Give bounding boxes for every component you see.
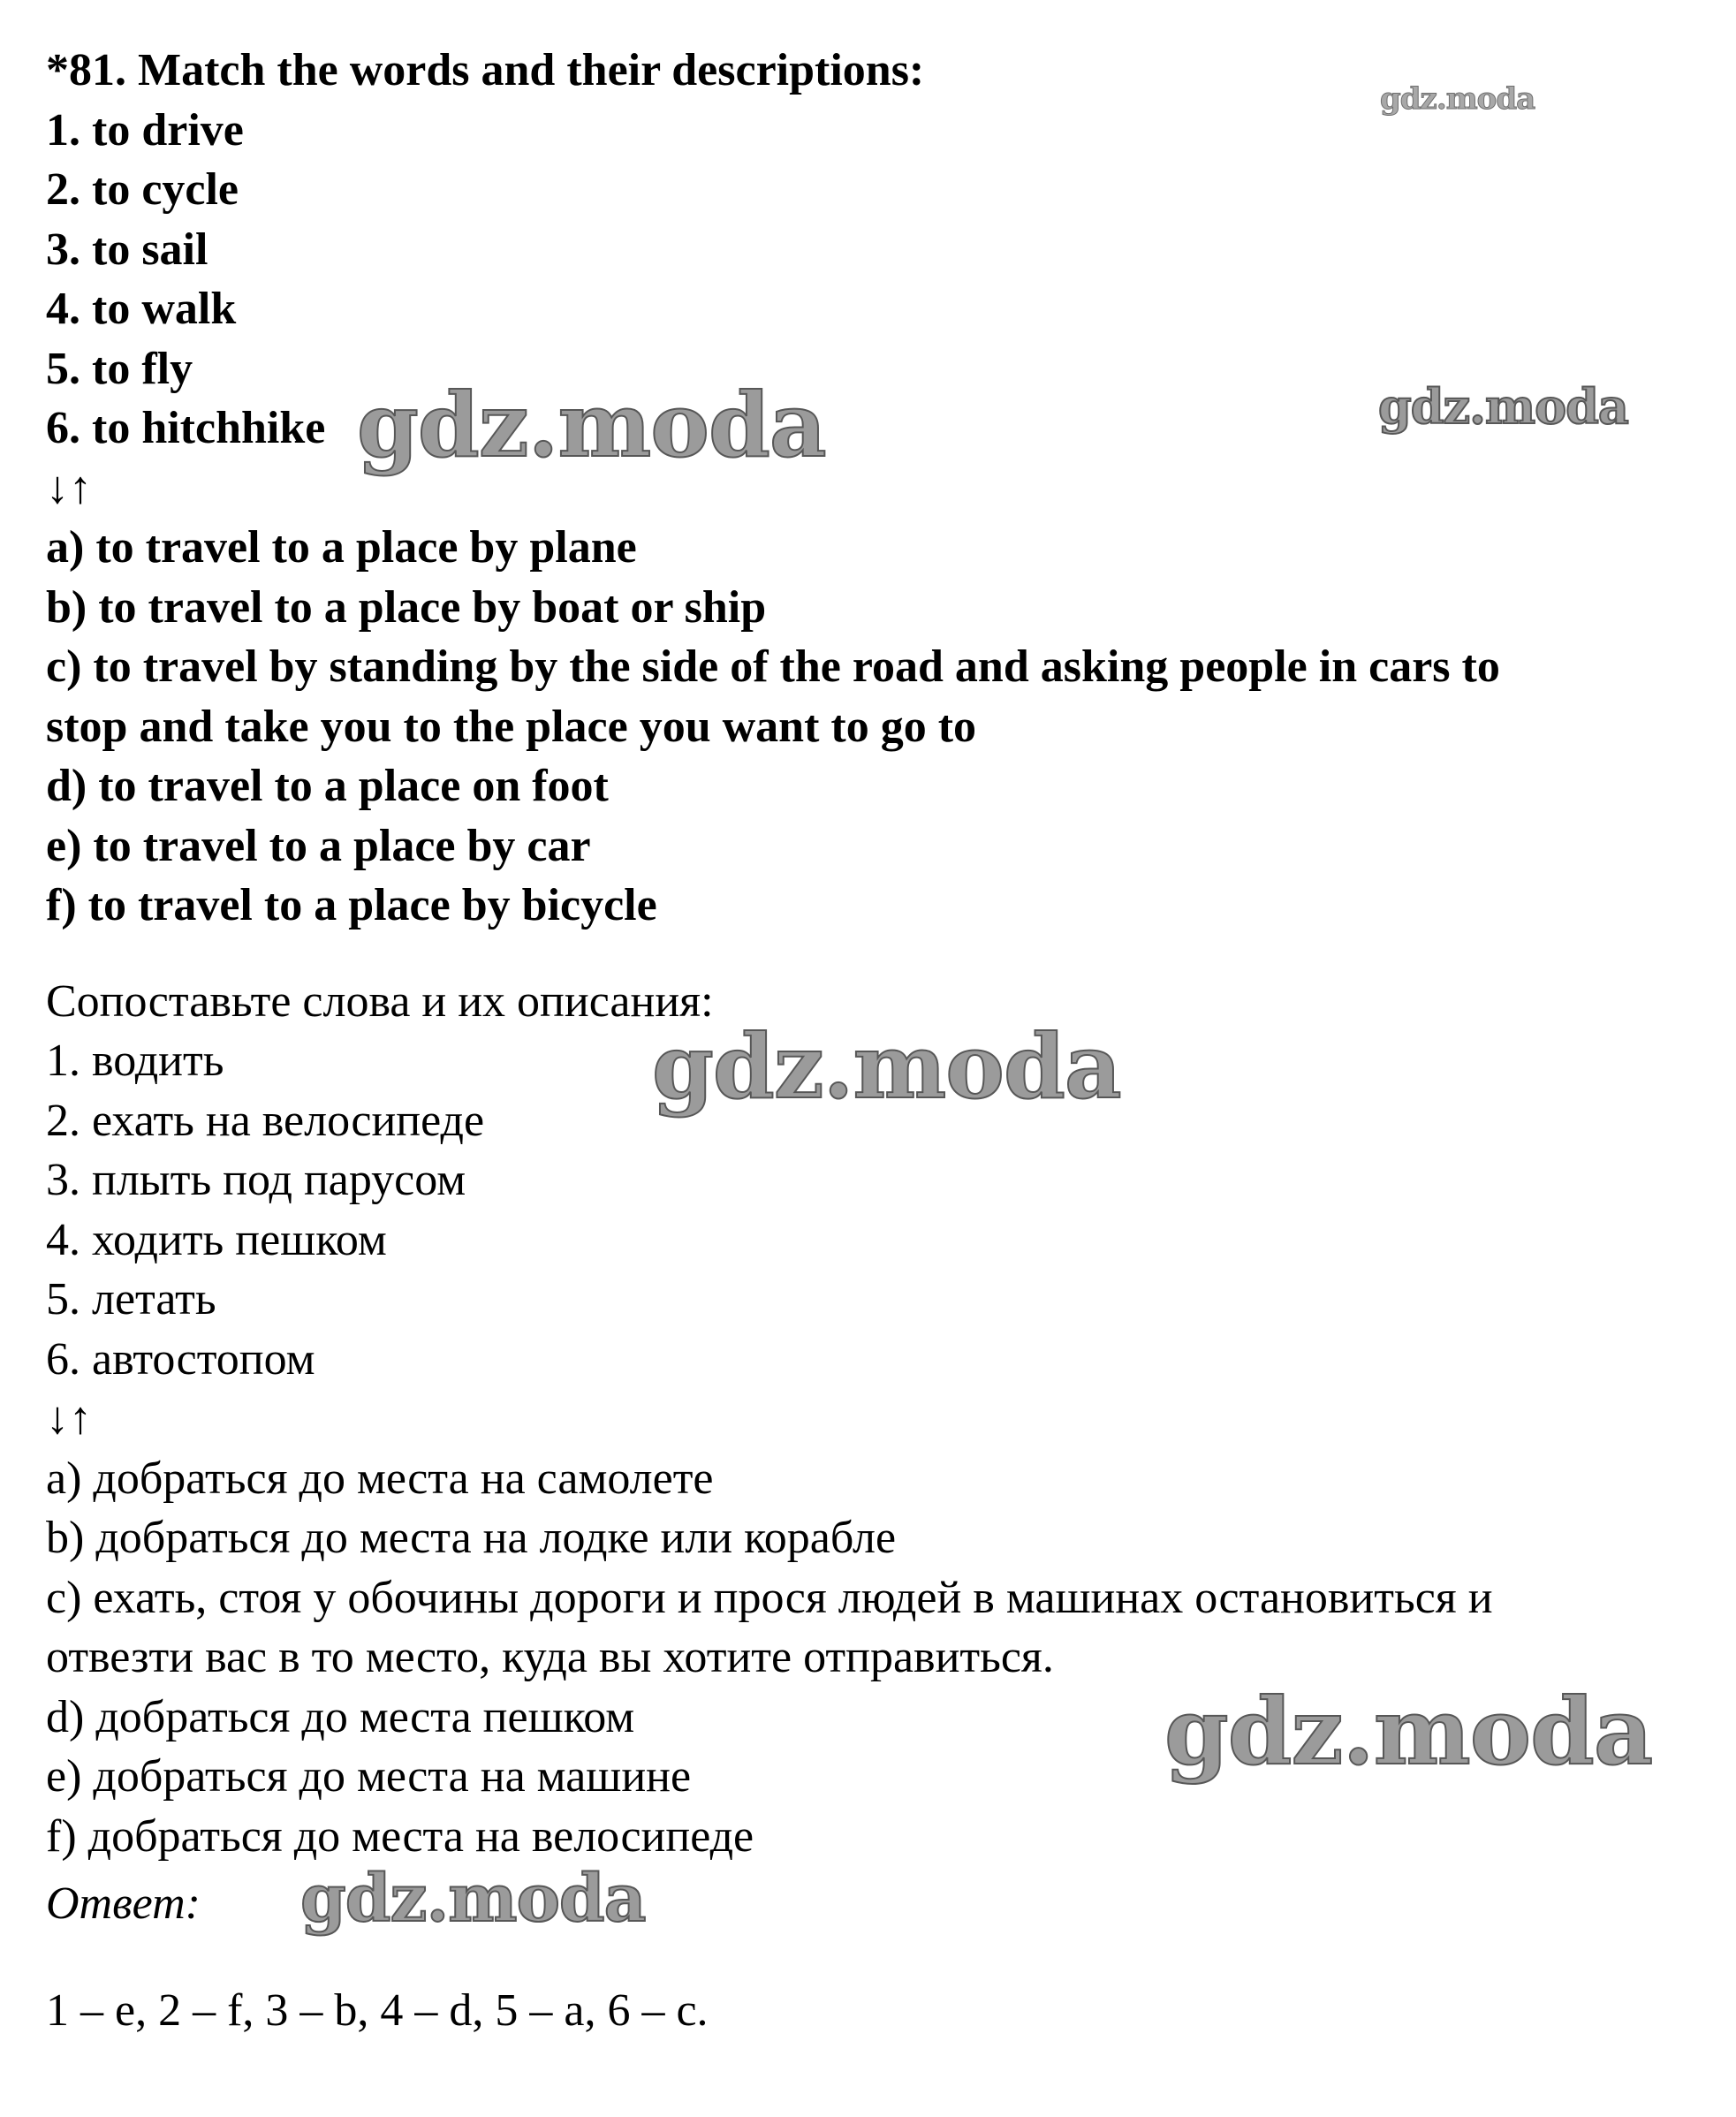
- word-item: 3. to sail: [46, 224, 208, 275]
- description-item: e) to travel to a place by car: [46, 820, 591, 871]
- word-item: 2. to cycle: [46, 164, 239, 215]
- translation-word-item: 5. летать: [46, 1274, 216, 1324]
- description-item: c) to travel by standing by the side of the road and asking people in cars to: [46, 641, 1500, 692]
- translation-description-item: f) добраться до места на велосипеде: [46, 1810, 754, 1862]
- exercise-page: [46, 41, 1707, 2086]
- translation-word-item: 4. ходить пешком: [46, 1214, 387, 1265]
- description-item: b) to travel to a place by boat or ship: [46, 581, 767, 633]
- translation-title: Сопоставьте слова и их описания:: [46, 975, 714, 1027]
- translation-description-item: d) добраться до места пешком: [46, 1691, 635, 1742]
- match-arrows-icon: ↓↑: [46, 462, 92, 513]
- description-item: f) to travel to a place by bicycle: [46, 880, 657, 930]
- translation-word-item: 1. водить: [46, 1036, 224, 1086]
- match-arrows-icon: ↓↑: [46, 1393, 92, 1444]
- english-section: [46, 41, 1707, 936]
- translation-description-item: b) добраться до места на лодке или корабле: [46, 1513, 897, 1563]
- watermark: gdz.moda: [652, 1014, 1121, 1119]
- translation-word-item: 2. ехать на велосипеде: [46, 1095, 485, 1146]
- translation-description-item: c) ехать, стоя у обочины дороги и прося людей в машинах остановиться и: [46, 1572, 1493, 1623]
- description-item: stop and take you to the place you want to go to: [46, 701, 977, 752]
- translation-word-item: 3. плыть под парусом: [46, 1155, 466, 1205]
- translation-description-item: a) добраться до места на самолете: [46, 1453, 714, 1504]
- watermark: gdz.moda: [300, 1861, 646, 1937]
- translation-description-item: e) добраться до места на машине: [46, 1751, 692, 1802]
- watermark: gdz.moda: [1164, 1677, 1653, 1786]
- word-item: 6. to hitchhike: [46, 403, 326, 453]
- word-item: 5. to fly: [46, 343, 193, 394]
- watermark: gdz.moda: [357, 373, 826, 477]
- description-item: d) to travel to a place on foot: [46, 761, 609, 811]
- word-item: 1. to drive: [46, 104, 244, 156]
- exercise-title: *81. Match the words and their descriptions:: [46, 45, 925, 95]
- description-item: a) to travel to a place by plane: [46, 522, 637, 573]
- translation-word-item: 6. автостопом: [46, 1333, 315, 1385]
- translation-description-item: отвезти вас в то место, куда вы хотите отправиться.: [46, 1632, 1054, 1682]
- russian-section: [46, 972, 1707, 1867]
- answer-text: 1 – e, 2 – f, 3 – b, 4 – d, 5 – a, 6 – c.: [46, 1984, 709, 2036]
- word-item: 4. to walk: [46, 284, 237, 334]
- watermark: gdz.moda: [1380, 81, 1535, 117]
- watermark: gdz.moda: [1378, 378, 1628, 435]
- answer-label: Ответ:: [46, 1878, 201, 1929]
